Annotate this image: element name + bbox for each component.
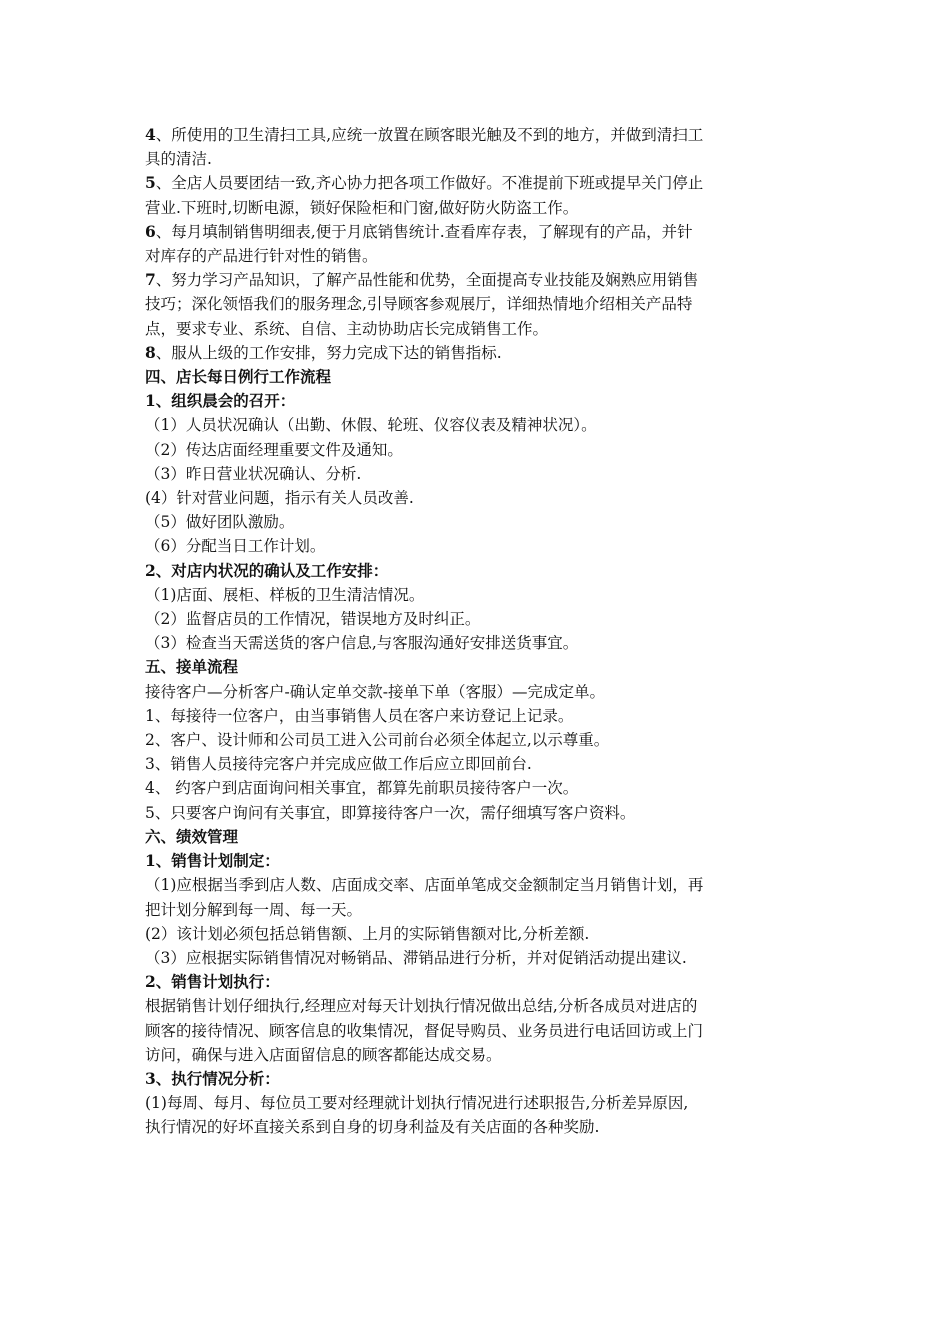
line-text: 2、客户、设计师和公司员工进入公司前台必须全体起立,以示尊重。 — [145, 731, 610, 750]
line-text: 、全店人员要团结一致,齐心协力把各项工作做好。不准提前下班或提早关门停止 — [155, 174, 704, 193]
item-number: 8 — [145, 342, 156, 362]
line-text: 六、绩效管理 — [145, 826, 239, 846]
line-text: 2、销售计划执行： — [145, 972, 280, 992]
text-line — [145, 873, 810, 897]
line-text: 1、组织晨会的召开： — [145, 391, 296, 411]
line-text: （3）昨日营业状况确认、分析. — [145, 464, 362, 483]
item-number: 5 — [145, 173, 156, 193]
section-heading — [145, 825, 810, 849]
text-line — [145, 583, 810, 607]
text-line — [145, 801, 810, 825]
line-text: （1)应根据当季到店人数、店面成交率、店面单笔成交金额制定当月销售计划，再 — [145, 876, 704, 895]
section-heading — [145, 559, 810, 583]
line-text: 技巧；深化领悟我们的服务理念,引导顾客参观展厅，详细热情地介绍相关产品特 — [145, 295, 693, 314]
text-line — [145, 704, 810, 728]
line-text: 、服从上级的工作安排，努力完成下达的销售指标. — [155, 343, 502, 362]
text-line — [145, 1115, 810, 1139]
section-heading — [145, 1067, 810, 1091]
text-line — [145, 946, 810, 970]
line-text: 顾客的接待情况、顾客信息的收集情况，督促导购员、业务员进行电话回访或上门 — [145, 1021, 704, 1040]
item-number: 6 — [145, 221, 156, 241]
line-text: 点，要求专业、系统、自信、主动协助店长完成销售工作。 — [145, 319, 549, 338]
line-text: 1、每接待一位客户，由当事销售人员在客户来访登记上记录。 — [145, 706, 574, 725]
line-text: 4、 约客户到店面询问相关事宜，都算先前职员接待客户一次。 — [145, 779, 579, 798]
text-line — [145, 680, 810, 704]
text-line — [145, 268, 810, 292]
text-line — [145, 1091, 810, 1115]
line-text: 3、销售人员接待完客户并完成应做工作后应立即回前台. — [145, 755, 532, 774]
line-text: 具的清洁. — [145, 150, 212, 169]
line-text: 5、只要客户询问有关事宜，即算接待客户一次，需仔细填写客户资料。 — [145, 803, 636, 822]
item-number: 4 — [145, 125, 156, 144]
text-line — [145, 317, 810, 341]
item-number: 7 — [145, 270, 156, 290]
line-text: （5）做好团队激励。 — [145, 513, 295, 532]
document-page — [145, 123, 810, 1140]
line-text: 营业.下班时,切断电源，锁好保险柜和门窗,做好防火防盗工作。 — [145, 198, 579, 217]
text-line — [145, 1019, 810, 1043]
line-text: (2）该计划必须包括总销售额、上月的实际销售额对比,分析差额. — [145, 924, 590, 943]
text-line — [145, 898, 810, 922]
text-line — [145, 1043, 810, 1067]
line-text: （2）传达店面经理重要文件及通知。 — [145, 440, 403, 459]
section-heading — [145, 389, 810, 413]
line-text: 根据销售计划仔细执行,经理应对每天计划执行情况做出总结,分析各成员对进店的 — [145, 997, 698, 1016]
text-line — [145, 147, 810, 171]
line-text: 五、接单流程 — [145, 657, 239, 677]
line-text: 3、执行情况分析： — [145, 1068, 280, 1088]
text-line — [145, 510, 810, 534]
line-text: 、每月填制销售明细表,便于月底销售统计.查看库存表，了解现有的产品，并针 — [155, 222, 693, 241]
section-heading — [145, 655, 810, 679]
text-line — [145, 196, 810, 220]
line-text: （2）监督店员的工作情况，错误地方及时纠正。 — [145, 610, 481, 629]
line-text: (4）针对营业问题，指示有关人员改善. — [145, 489, 414, 508]
line-text: 执行情况的好坏直接关系到自身的切身利益及有关店面的各种奖励. — [145, 1118, 600, 1137]
line-text: 四、店长每日例行工作流程 — [145, 367, 332, 387]
line-text: 接待客户—分析客户-确认定单交款-接单下单（客服）—完成定单。 — [145, 682, 605, 701]
text-line — [145, 413, 810, 437]
line-text: （1)店面、展柜、样板的卫生清洁情况。 — [145, 585, 425, 604]
text-line — [145, 292, 810, 316]
text-line — [145, 486, 810, 510]
line-text: 把计划分解到每一周、每一天。 — [145, 900, 363, 919]
line-text: 1、销售计划制定： — [145, 851, 280, 871]
text-line — [145, 607, 810, 631]
text-line — [145, 631, 810, 655]
line-text: 2、对店内状况的确认及工作安排： — [145, 560, 389, 580]
text-line — [145, 752, 810, 776]
section-heading — [145, 849, 810, 873]
text-line — [145, 462, 810, 486]
text-line — [145, 123, 810, 147]
text-line — [145, 922, 810, 946]
text-line — [145, 776, 810, 800]
line-text: 对库存的产品进行针对性的销售。 — [145, 247, 378, 266]
text-line — [145, 171, 810, 195]
section-heading — [145, 970, 810, 994]
text-line — [145, 534, 810, 558]
text-line — [145, 244, 810, 268]
section-heading — [145, 365, 810, 389]
line-text: (1)每周、每月、每位员工要对经理就计划执行情况进行述职报告,分析差异原因, — [145, 1094, 689, 1113]
line-text: 、所使用的卫生清扫工具,应统一放置在顾客眼光触及不到的地方，并做到清扫工 — [155, 126, 704, 144]
line-text: （3）检查当天需送货的客户信息,与客服沟通好安排送货事宜。 — [145, 634, 579, 653]
text-line — [145, 994, 810, 1018]
text-line — [145, 438, 810, 462]
line-text: （3）应根据实际销售情况对畅销品、滞销品进行分析，并对促销活动提出建议. — [145, 948, 687, 967]
line-text: （6）分配当日工作计划。 — [145, 537, 326, 556]
text-line — [145, 341, 810, 365]
text-line — [145, 728, 810, 752]
line-text: 访问，确保与进入店面留信息的顾客都能达成交易。 — [145, 1045, 502, 1064]
text-line — [145, 220, 810, 244]
line-text: 、努力学习产品知识，了解产品性能和优势，全面提高专业技能及娴熟应用销售 — [155, 271, 699, 290]
line-text: （1）人员状况确认（出勤、休假、轮班、仪容仪表及精神状况）。 — [145, 416, 597, 435]
